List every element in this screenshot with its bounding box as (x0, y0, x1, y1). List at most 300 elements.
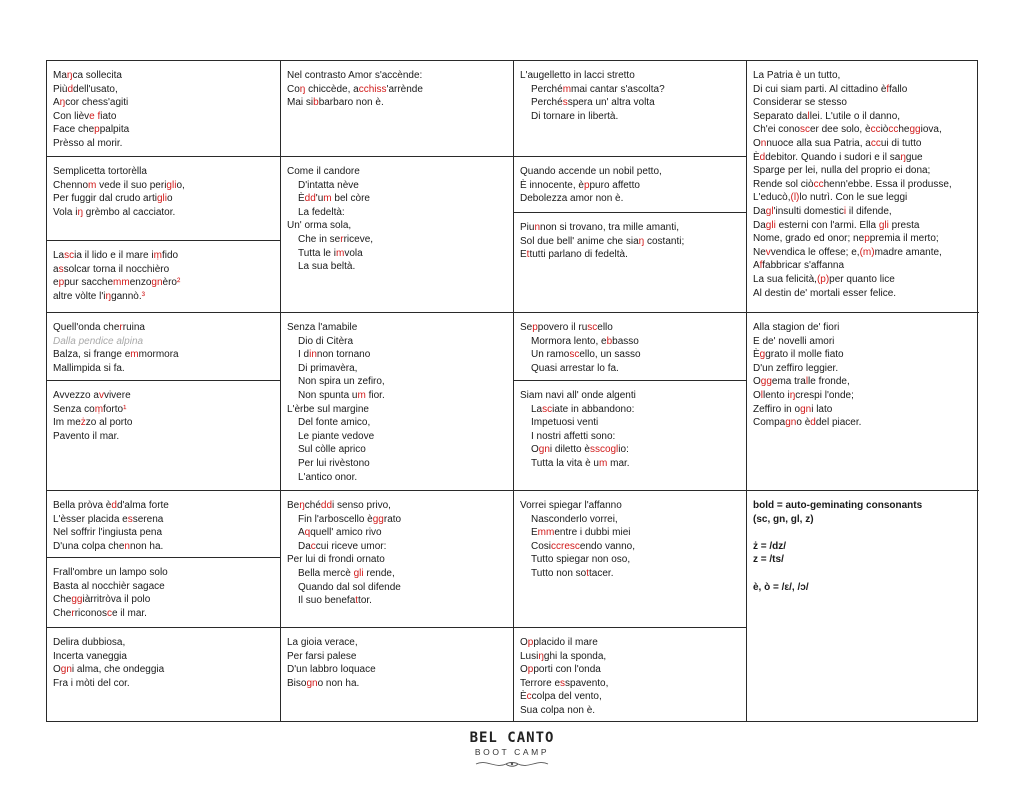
verse-text: 'arrènde (386, 83, 423, 95)
verse-text: lento i (763, 389, 790, 401)
verse-text: A (298, 527, 305, 539)
geminate-marker: l (760, 389, 764, 401)
verse-text: i alma, che ondeggia (71, 664, 165, 676)
geminate-marker: gli (765, 219, 776, 231)
verse-line (287, 526, 513, 540)
verse-text: Balza, si frange e (53, 349, 131, 361)
verse-text: Avvezzo a (53, 390, 99, 401)
verse-text: spavento, (565, 677, 609, 689)
verse-text: E (531, 527, 538, 539)
verse-text: Mallimpida si fa. (53, 362, 125, 374)
verse-text: Tutto non so (531, 567, 587, 579)
column-3 (514, 61, 747, 721)
verse-text: Nel soffrir l'ingiusta pena (53, 527, 163, 539)
verse-cell (281, 313, 513, 491)
verse-line (520, 704, 746, 718)
verse-cell (47, 491, 280, 558)
verse-line (53, 137, 280, 151)
verse-text: il difende, (846, 205, 892, 217)
verse-text: cor chess'agiti (65, 97, 129, 109)
geminate-marker: ¹ (123, 403, 127, 415)
verse-text: O (531, 444, 539, 456)
verse-text: crespi l'onde; (795, 389, 854, 401)
verse-text: È innocente, è (520, 179, 584, 191)
verse-line (53, 276, 280, 290)
verse-text: Chenno (53, 179, 89, 191)
geminate-marker: s (127, 513, 133, 525)
verse-cell (514, 213, 746, 313)
verse-text: gue (905, 151, 923, 163)
verse-text: riconos (74, 607, 107, 619)
verse-line (753, 348, 979, 362)
verse-line (287, 430, 513, 444)
verse-line (520, 83, 746, 97)
verse-text: ello, un sasso (579, 349, 641, 361)
verse-text: Basta al nocchièr sagace (53, 580, 165, 592)
verse-line (53, 83, 280, 97)
verse-cell (281, 491, 513, 628)
verse-cell (514, 491, 746, 628)
verse-text: bel còre (331, 193, 370, 205)
verse-text: ghi la sponda, (543, 650, 607, 662)
geminate-marker: n (534, 222, 541, 233)
verse-text: iato (100, 110, 117, 122)
verse-text: Dalla pendice alpina (53, 335, 144, 347)
verse-text: lei. L'utile o il danno, (809, 110, 901, 122)
verse-cell (281, 157, 513, 313)
verse-text: ui di tutto (880, 137, 922, 149)
verse-text: forto (103, 403, 124, 415)
verse-line (753, 540, 979, 554)
verse-text: Quando accende un nobil petto, (520, 166, 662, 177)
verse-cell (281, 61, 513, 157)
verse-line (520, 636, 746, 650)
verse-line (287, 260, 513, 274)
verse-text: (sc, gn, gl, z) (753, 513, 814, 525)
verse-line (287, 335, 513, 349)
verse-text: Mai si (287, 97, 314, 109)
verse-line (753, 389, 979, 403)
verse-text: È (753, 151, 760, 163)
verse-line (53, 206, 280, 220)
verse-text: E de' novelli amori (753, 335, 835, 347)
verse-text: È (520, 691, 527, 703)
verse-text: per quanto lice (829, 273, 895, 285)
verse-text: non tornano (316, 349, 371, 361)
geminate-marker: n (760, 137, 767, 149)
verse-text: Impetuosi venti (531, 417, 599, 429)
geminate-marker: mm (113, 277, 130, 289)
verse-line (53, 249, 280, 263)
verse-text: Quell'onda che (53, 322, 120, 333)
verse-line (53, 165, 280, 179)
verse-line (753, 96, 979, 110)
verse-text: porti con l'onda (533, 664, 601, 676)
verse-line (520, 403, 746, 417)
verse-cell (281, 628, 513, 723)
verse-cell (747, 313, 979, 491)
verse-line (53, 69, 280, 83)
verse-line (520, 553, 746, 567)
verse-line (53, 430, 280, 444)
geminate-marker: e f (89, 110, 101, 122)
verse-line (53, 513, 280, 527)
verse-text: Ch'ei cono (753, 124, 800, 136)
verse-text: fior. (365, 389, 385, 401)
verse-line (287, 594, 513, 608)
geminate-marker: d (111, 500, 117, 511)
geminate-marker: g (759, 349, 766, 361)
verse-text: Quasi arrestar lo fa. (531, 362, 619, 374)
verse-text: bold = auto-geminating consonants (753, 500, 923, 511)
verse-text: Nel contrasto Amor s'accènde: (287, 70, 423, 81)
verse-text: Sol due bell' anime che sia (520, 235, 639, 247)
verse-text: L'antico onor. (298, 471, 358, 483)
verse-text: È (753, 349, 760, 361)
geminate-marker: s (562, 97, 568, 109)
geminate-marker: (l) (790, 192, 800, 204)
verse-text: spera un' altra volta (567, 97, 655, 109)
verse-line (753, 287, 979, 301)
verse-line (520, 526, 746, 540)
verse-text: solcar torna il nocchièro (63, 263, 170, 275)
geminate-marker: n (124, 540, 130, 552)
verse-text: Vorrei spiegar l'affanno (520, 500, 622, 511)
verse-line (753, 83, 979, 97)
geminate-marker: t (526, 249, 530, 261)
verse-line (520, 499, 746, 513)
verse-text: Le piante vedove (298, 430, 375, 442)
verse-line (520, 443, 746, 457)
verse-text: Im me (53, 417, 81, 429)
verse-text: La sua beltà. (298, 261, 356, 273)
verse-line (753, 321, 979, 335)
verse-text: placido il mare (533, 637, 598, 648)
geminate-marker: m (130, 349, 139, 361)
geminate-marker: gn (151, 277, 163, 289)
verse-text: L'èsser placida e (53, 513, 128, 525)
verse-line (520, 335, 746, 349)
verse-line (520, 677, 746, 691)
verse-line (53, 593, 280, 607)
verse-text: È (298, 193, 305, 205)
verse-text: 'insulti domestic (773, 205, 844, 217)
verse-cell (47, 628, 280, 723)
geminate-marker: p (864, 233, 870, 245)
verse-text: a (53, 263, 59, 275)
geminate-marker: mm (537, 527, 555, 539)
verse-cell (47, 558, 280, 628)
verse-text: iàrritròva il polo (82, 594, 151, 606)
verse-text: Debolezza amor non è. (520, 193, 624, 205)
verse-text: Face che (53, 124, 95, 136)
verse-text: Da (753, 205, 766, 217)
verse-line (753, 110, 979, 124)
verse-text: grato il molle fiato (765, 349, 844, 361)
verse-line (53, 348, 280, 362)
verse-text: esterni con l'armi. Ella (775, 219, 879, 231)
geminate-marker: f (759, 260, 763, 272)
verse-line (520, 416, 746, 430)
verse-line (520, 513, 746, 527)
verse-text: La (531, 403, 543, 415)
verse-text: Vola i (53, 206, 78, 218)
verse-text: le fronde, (808, 376, 850, 388)
geminate-marker: gl (765, 205, 774, 217)
verse-text: Considerar se stesso (753, 97, 847, 109)
geminate-marker: ccresc (551, 540, 580, 552)
verse-text: 'u (315, 193, 324, 205)
verse-text: Di primavèra, (298, 362, 358, 374)
verse-line (287, 457, 513, 471)
verse-line (287, 375, 513, 389)
verse-text: Bella mercè (298, 567, 354, 579)
geminate-marker: (m) (859, 246, 875, 258)
verse-text: Tutta le i (298, 247, 336, 259)
verse-text: Sua colpa non è. (520, 704, 596, 716)
verse-text: presta (888, 219, 920, 231)
geminate-marker: ŋ (789, 389, 796, 401)
geminate-marker: ŋ (59, 97, 66, 109)
geminate-marker: c (310, 540, 316, 552)
verse-text: Il suo benefa (298, 595, 356, 607)
verse-text: Be (287, 500, 300, 511)
verse-line (753, 205, 979, 219)
verse-text: Da (298, 540, 311, 552)
verse-line (753, 151, 979, 165)
geminate-marker: ŋ (66, 70, 73, 81)
verse-cell (514, 313, 746, 381)
geminate-marker: s (58, 263, 64, 275)
verse-line (753, 553, 979, 567)
verse-text: ché (304, 500, 321, 511)
verse-text: Biso (287, 677, 307, 689)
verse-line (53, 677, 280, 691)
verse-text: o non ha. (317, 677, 360, 689)
geminate-marker: sc (587, 322, 598, 333)
verse-text: L'educò, (753, 192, 791, 204)
verse-cell (747, 61, 979, 313)
verse-line (287, 499, 513, 513)
verse-text: grèmbo al cacciator. (83, 206, 176, 218)
verse-line (53, 290, 280, 304)
verse-text: o (166, 193, 173, 205)
verse-text: Per fuggir dal crudo arti (53, 193, 157, 205)
verse-cell (514, 61, 746, 157)
verse-text: Delira dubbiosa, (53, 637, 126, 648)
geminate-marker: gg (372, 513, 384, 525)
verse-text: fabbricar s'affanna (762, 260, 845, 272)
verse-text: costanti; (644, 235, 685, 247)
geminate-marker: ŋ (638, 235, 645, 247)
geminate-marker: dd (304, 193, 316, 205)
verse-text: fallo (889, 83, 908, 95)
verse-text: ca sollecita (72, 70, 122, 81)
verse-text: I nostri affetti sono: (531, 430, 616, 442)
verse-text: io: (618, 444, 629, 456)
geminate-marker: m (323, 193, 332, 205)
verse-text: vendica le offese; e, (770, 246, 860, 258)
verse-text: quell' amico rivo (310, 527, 382, 539)
geminate-marker: p (583, 179, 590, 191)
verse-text: basso (612, 335, 639, 347)
geminate-marker: dd (320, 500, 333, 511)
verse-text: Dio di Citèra (298, 335, 354, 347)
verse-text: I d (298, 349, 310, 361)
verse-text: cui riceve umor: (315, 540, 387, 552)
verse-line (53, 123, 280, 137)
logo-title: BEL CANTO (469, 730, 555, 746)
verse-text: Tutto spiegar non oso, (531, 554, 631, 566)
verse-line (753, 123, 979, 137)
verse-text: L'èrbe sul margine (287, 403, 369, 415)
geminate-marker: cc (813, 178, 824, 190)
geminate-marker: m (357, 389, 366, 401)
verse-text: Nome, grado ed onor; ne (753, 233, 865, 245)
verse-text: Un ramo (531, 349, 570, 361)
verse-text: rato (383, 513, 402, 525)
geminate-marker: v (765, 246, 771, 258)
verse-text: Lusi (520, 650, 539, 662)
verse-text: mar. (607, 457, 630, 469)
verse-text: Un' orma sola, (287, 220, 352, 232)
verse-line (53, 263, 280, 277)
verse-text: chiccède, a (305, 83, 359, 95)
verse-text: Rende sol ciò (753, 178, 814, 190)
verse-text: Che (53, 607, 72, 619)
geminate-marker: c (526, 691, 532, 703)
geminate-marker: gli (166, 179, 177, 191)
verse-text: endo vanno, (579, 540, 635, 552)
verse-line (287, 206, 513, 220)
verse-cell (514, 628, 746, 723)
verse-cell (47, 381, 280, 491)
verse-text: ema tra (771, 376, 806, 388)
verse-line (520, 179, 746, 193)
verse-line (287, 219, 513, 233)
verse-text: e il mar. (111, 607, 147, 619)
verse-line (520, 235, 746, 249)
geminate-marker: d (810, 417, 816, 429)
verse-line (520, 221, 746, 235)
verse-text: La gioia verace, (287, 637, 358, 648)
verse-text: Bella pròva è (53, 500, 112, 511)
verse-line (753, 362, 979, 376)
geminate-marker: r (119, 322, 123, 333)
verse-text: Incerta vaneggia (53, 650, 127, 662)
verse-line (753, 246, 979, 260)
verse-line (287, 636, 513, 650)
verse-line (520, 663, 746, 677)
verse-line (753, 567, 979, 581)
verse-text: Fin l'arboscello è (298, 513, 373, 525)
verse-line (287, 69, 513, 83)
verse-line (53, 580, 280, 594)
geminate-marker: sc (799, 124, 810, 136)
geminate-marker: sc (569, 349, 580, 361)
verse-text: entre i dubbi miei (554, 527, 631, 539)
logo-subtitle: BOOT CAMP (474, 747, 550, 757)
verse-line (753, 526, 979, 540)
verse-line (287, 348, 513, 362)
geminate-marker: l (805, 376, 809, 388)
verse-text: E (520, 249, 527, 261)
geminate-marker: cc (870, 124, 881, 136)
verse-text: Per lui rivèstono (298, 457, 370, 469)
verse-text: Perché (531, 83, 563, 95)
verse-text: pur sacche (64, 277, 114, 289)
verse-text: Co (287, 83, 300, 95)
verse-line (287, 416, 513, 430)
verse-text: ż = /dz/ (753, 540, 787, 552)
verse-line (287, 165, 513, 179)
geminate-marker: ŋ (105, 290, 112, 302)
geminate-marker: t (355, 595, 359, 607)
verse-line (53, 403, 280, 417)
geminate-marker: gn (800, 403, 812, 415)
column-1 (47, 61, 281, 721)
verse-text: Semplicetta tortorèlla (53, 166, 147, 177)
verse-line (520, 389, 746, 403)
verse-line (520, 690, 746, 704)
verse-text: Frall'ombre un lampo solo (53, 567, 168, 578)
bel-canto-logo (462, 730, 562, 780)
verse-text: i diletto è (549, 444, 590, 456)
verse-text: La Patria è un tutto, (753, 70, 841, 81)
verse-text: Che in se (298, 233, 341, 245)
verse-line (753, 499, 979, 513)
geminate-marker: ² (176, 277, 181, 289)
geminate-marker: r (340, 233, 344, 245)
verse-text: Prèsso al morir. (53, 137, 123, 149)
verse-text: Terrore e (520, 677, 561, 689)
geminate-marker: q (304, 527, 311, 539)
verse-line (287, 443, 513, 457)
verse-line (287, 567, 513, 581)
verse-line (753, 232, 979, 246)
verse-line (520, 321, 746, 335)
aria-reference-sheet (46, 60, 978, 722)
geminate-marker: p (532, 322, 538, 333)
verse-line (53, 607, 280, 621)
verse-line (753, 219, 979, 233)
verse-text: ia il lido e il mare i (74, 250, 154, 261)
geminate-marker: m (599, 457, 608, 469)
verse-line (53, 335, 280, 349)
verse-text: dell'usato, (73, 83, 118, 95)
verse-line (53, 321, 280, 335)
verse-text: D'intatta nève (298, 179, 359, 191)
verse-cell (514, 381, 746, 491)
verse-text: colpa del vento, (531, 691, 602, 703)
verse-text: i senso privo, (332, 500, 391, 511)
geminate-marker: (p) (816, 273, 830, 285)
verse-text: iò (880, 124, 889, 136)
geminate-marker: t (586, 567, 590, 579)
verse-text: iate in abbandono: (552, 403, 635, 415)
verse-text: Zeffiro in o (753, 403, 801, 415)
verse-line (520, 192, 746, 206)
geminate-marker: gli (353, 567, 364, 579)
geminate-marker: ṃ (94, 403, 104, 415)
verse-line (53, 362, 280, 376)
geminate-marker: m (335, 247, 345, 259)
verse-text: Pavento il mar. (53, 430, 120, 442)
verse-line (287, 581, 513, 595)
verse-text: Se (520, 322, 533, 333)
geminate-marker: cc (870, 137, 881, 149)
geminate-marker: d (759, 151, 766, 163)
